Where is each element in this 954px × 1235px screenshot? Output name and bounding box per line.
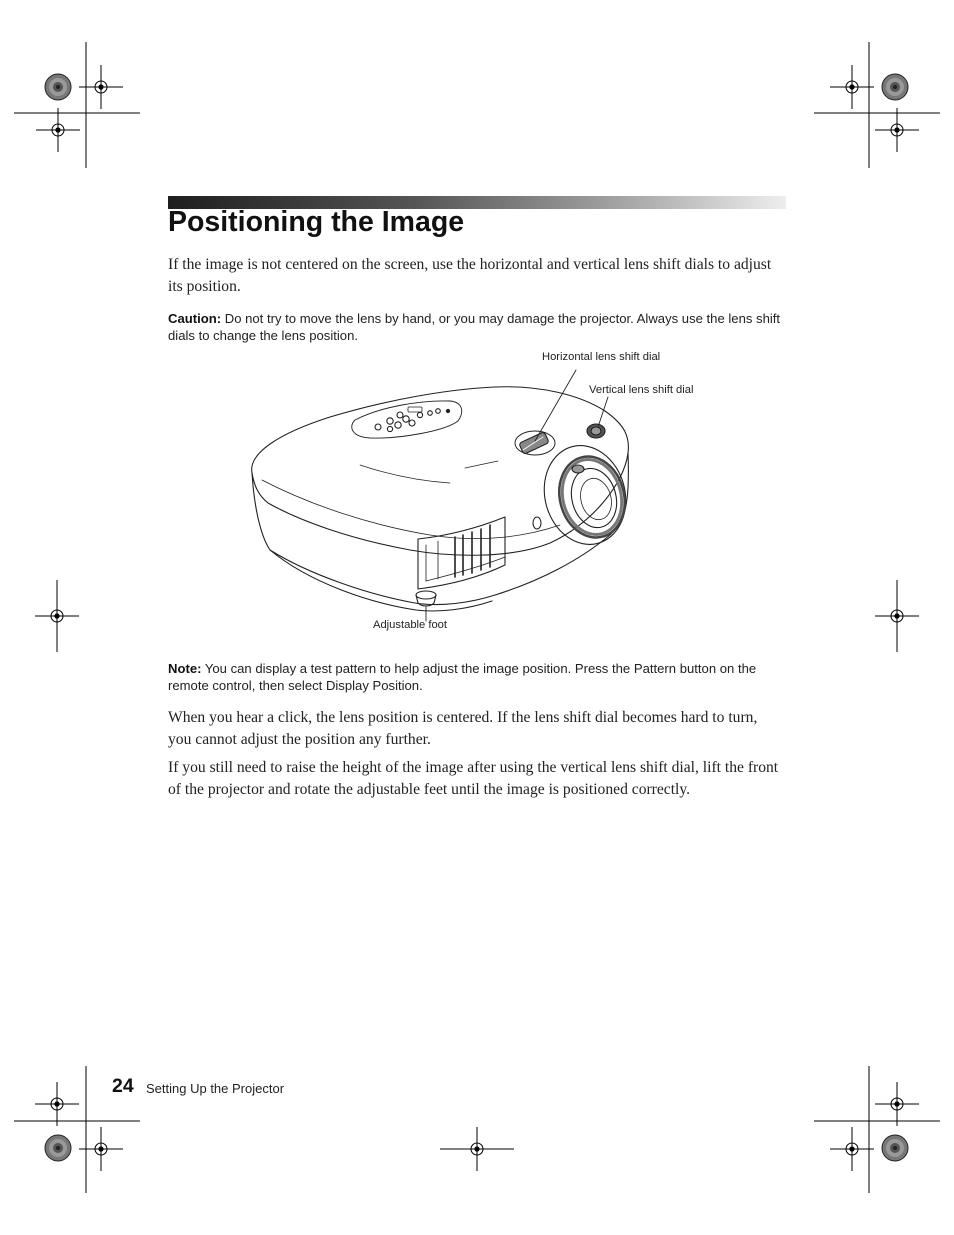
callout-vertical-lens-shift-dial: Vertical lens shift dial bbox=[589, 384, 694, 396]
callout-horizontal-lens-shift-dial: Horizontal lens shift dial bbox=[542, 351, 661, 363]
note-text-before: You can display a test pattern to help adjust the image position. Press the bbox=[201, 661, 634, 676]
note-text-middle: button on the remote control, then select bbox=[168, 661, 757, 693]
page-number: 24 bbox=[112, 1075, 134, 1097]
lens-illus bbox=[533, 436, 636, 553]
running-footer: Setting Up the Projector bbox=[146, 1081, 285, 1096]
intro-paragraph: If the image is not centered on the screen, use the horizontal and vertical lens shift dials to adjust its position. bbox=[168, 256, 772, 295]
note-block bbox=[168, 660, 782, 694]
note-text-after: . bbox=[419, 678, 423, 693]
callout-adjustable-foot: Adjustable foot bbox=[373, 619, 448, 631]
horizontal-lens-shift-dial-illus bbox=[515, 431, 555, 455]
display-position-label: Display Position bbox=[325, 678, 420, 693]
caution-text: Do not try to move the lens by hand, or you may damage the projector. Always use the lens shift dials to change the lens position. bbox=[168, 311, 781, 343]
vertical-lens-shift-dial-illus bbox=[587, 424, 605, 438]
projector-body bbox=[252, 453, 628, 605]
page-title: Positioning the Image bbox=[168, 206, 465, 238]
note-label: Note: bbox=[168, 661, 202, 676]
pattern-button-label: Pattern bbox=[633, 661, 677, 676]
paragraph-raise-height: If you still need to raise the height of the image after using the vertical lens shift dial, lift the front of the projector and rotate the adjustable feet until the image is positioned correctly. bbox=[168, 759, 779, 798]
caution-label: Caution: bbox=[168, 311, 222, 326]
paragraph-click-centered: When you hear a click, the lens position is centered. If the lens shift dial becomes hard to turn, you cannot adjust the position any further. bbox=[168, 709, 758, 748]
caution-block bbox=[168, 310, 782, 344]
